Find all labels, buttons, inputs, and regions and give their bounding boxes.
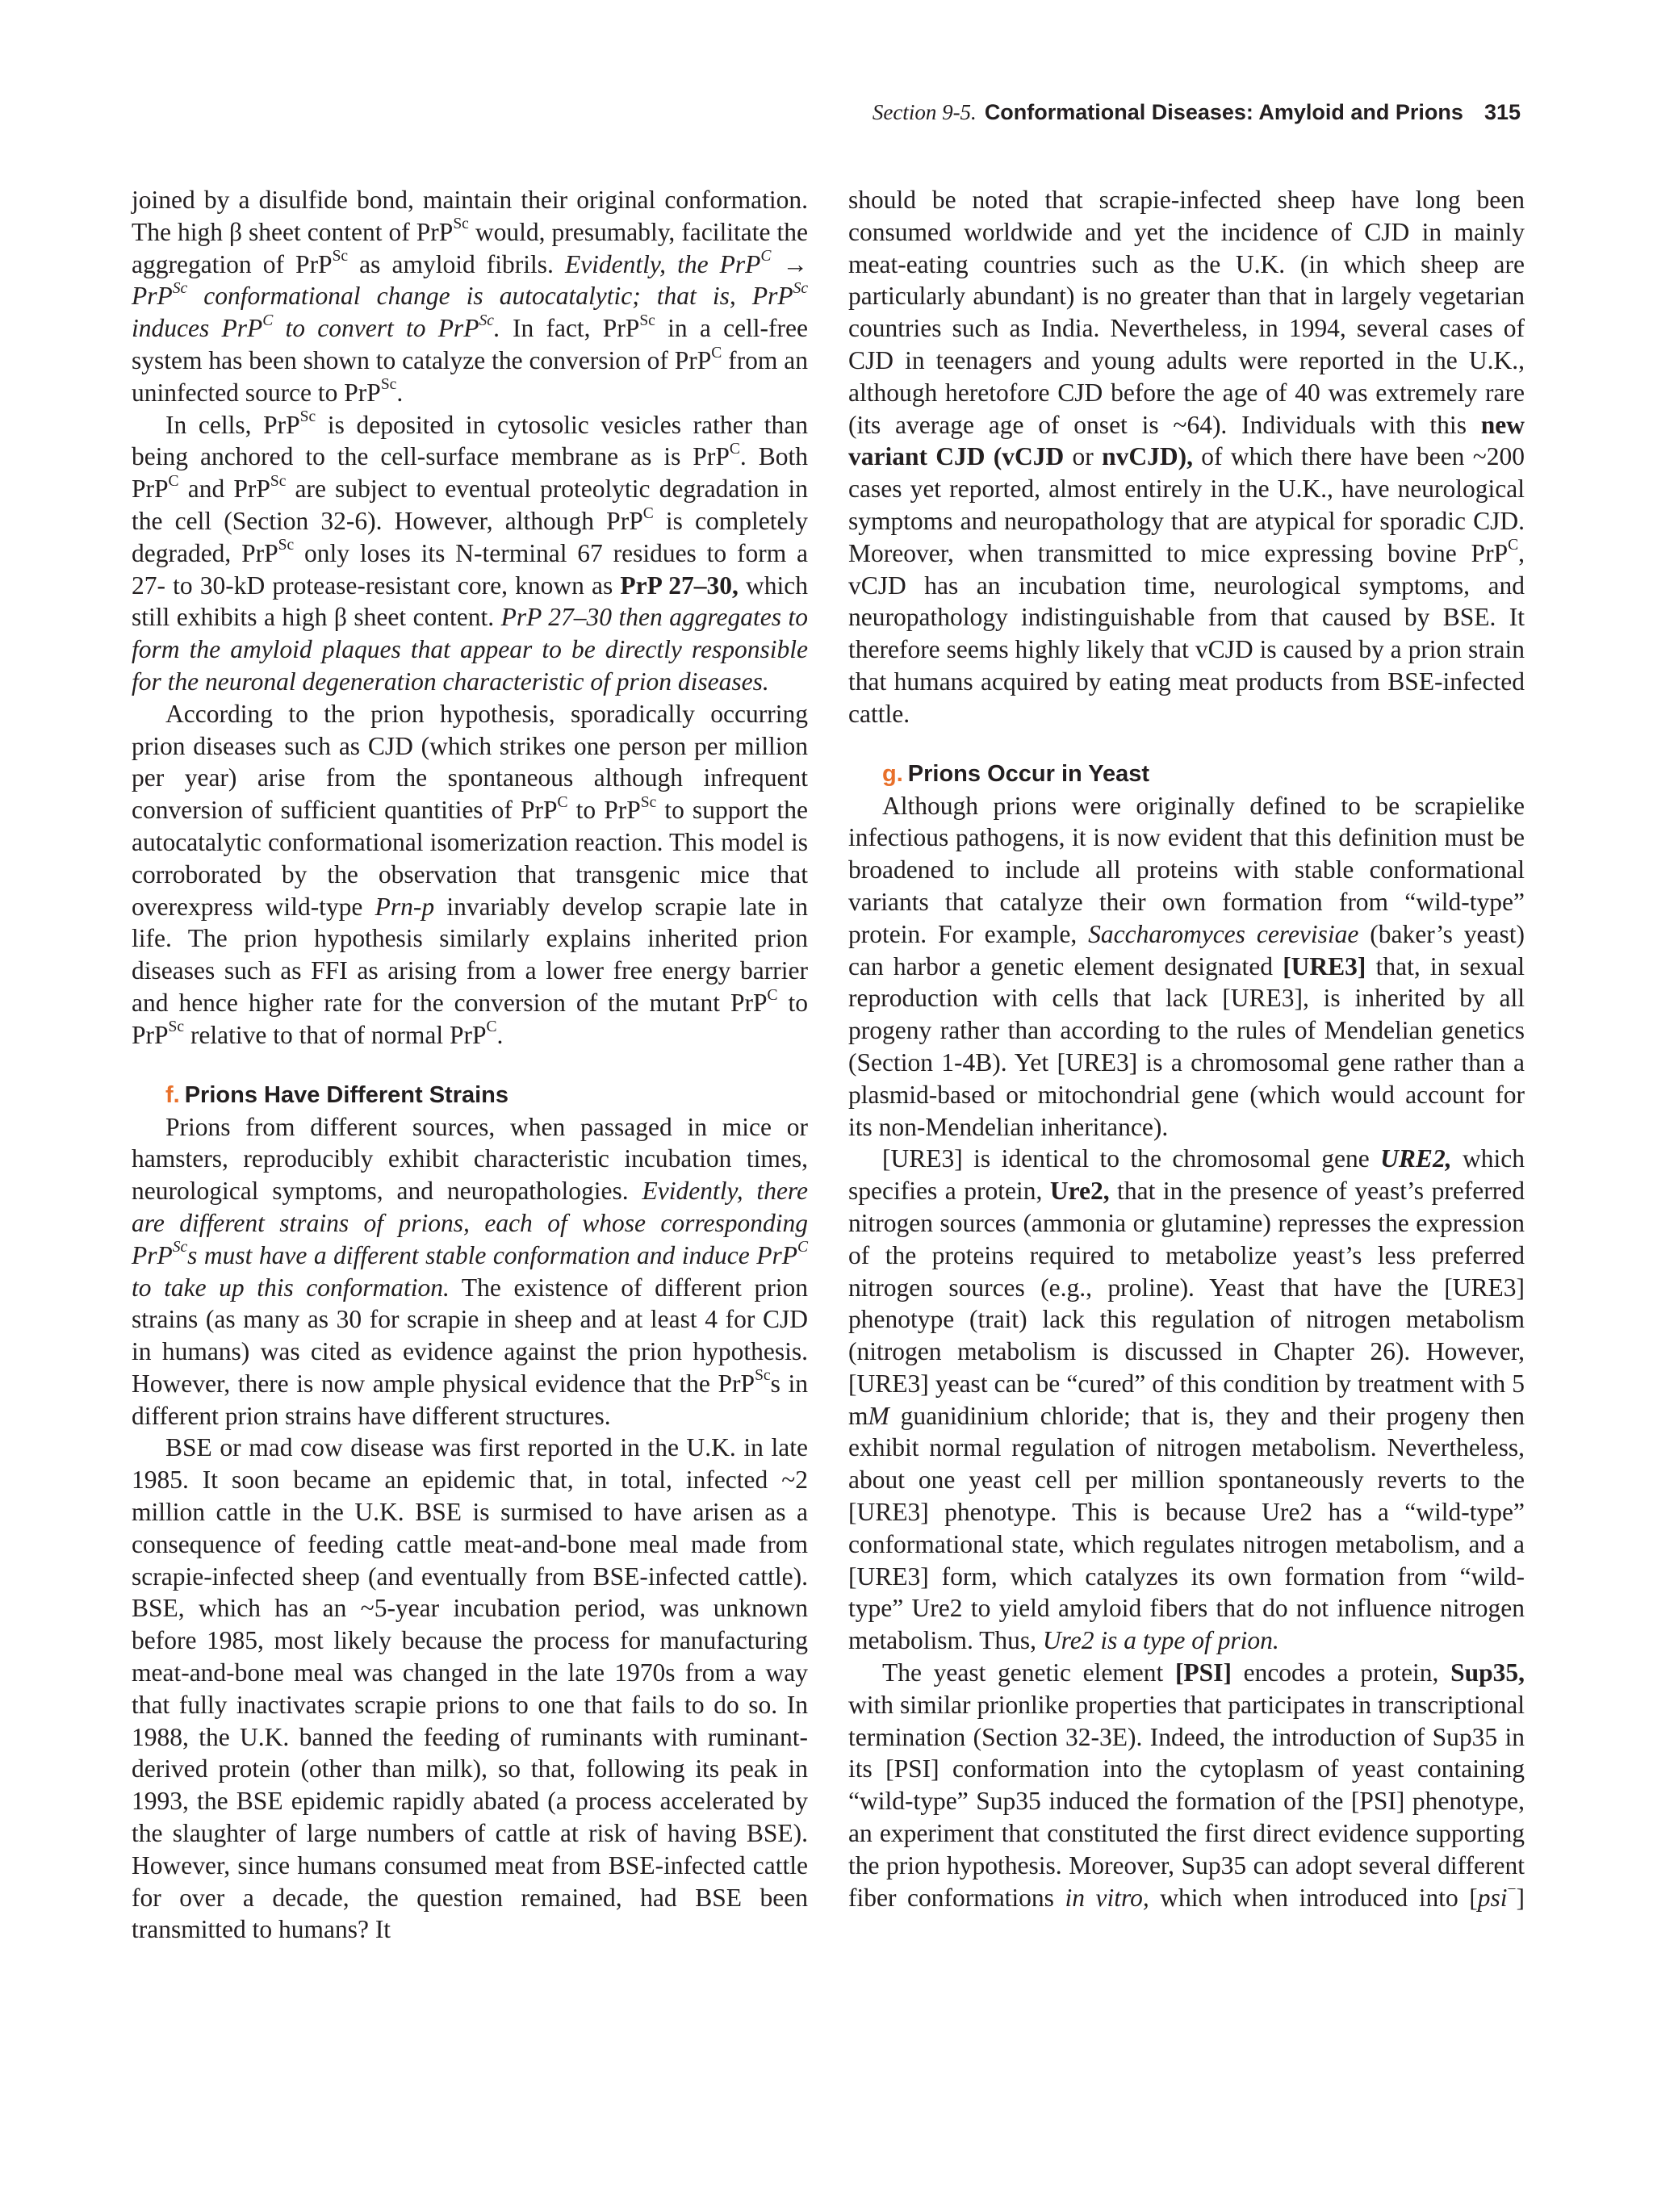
paragraph: In cells, PrP$^{Sc}$ is deposited in cytosolic vesicles rather than being anchored to the cell-surface membrane as is PrP$^C$. Both PrP$^C$ and PrP$^{Sc}$ are subject to eventual proteolytic degradation in the cell (Section 32-6). However, although PrP$^C$ is completely degraded, PrP$^{Sc}$ only loses its N-terminal 67 residues to form a 27- to 30-kD protease-resistant core, known as PrP 27–30, which still exhibits a high β sheet content. PrP 27–30 then aggregates to form the amyloid plaques that appear to be directly responsible for the neuronal degeneration characteristic of prion diseases. xyxy=(132,408,809,696)
paragraph: joined by a disulfide bond, maintain their original conformation. The high β sheet content of PrP$^{Sc}$ would, presumably, facilitate the aggregation of PrP$^{Sc}$ as amyloid fibrils. Evidently, the PrP$^C$ → PrP$^{Sc}$ conformational change is autocatalytic; that is, PrP$^{Sc}$ induces PrP$^C$ to convert to PrP$^{Sc}$. In fact, PrP$^{Sc}$ in a cell-free system has been shown to catalyze the conversion of PrP$^C$ from an uninfected source to PrP$^{Sc}$. xyxy=(132,186,808,407)
heading-title: Prions Occur in Yeast xyxy=(907,760,1150,787)
subsection-heading-g xyxy=(882,758,1525,790)
running-header xyxy=(873,100,1521,125)
heading-title: Prions Have Different Strains xyxy=(184,1081,509,1108)
heading-letter: f. xyxy=(165,1081,180,1108)
paragraph: should be noted that scrapie-infected sheep have long been consumed worldwide and yet the incidence of CJD in mainly meat-eating countries such as the U.K. (in which sheep are particularly abundant) is no greater than that in largely vegetarian countries such as India. Nevertheless, in 1994, several cases of CJD in teenagers and young adults were reported in the U.K., although heretofore CJD before the age of 40 was extremely rare (its average age of onset is ~64). Individuals with this new variant CJD (vCJD or nvCJD), of which there have been ~200 cases yet reported, almost entirely in the U.K., have neurological symptoms and neuropathology that are atypical for sporadic CJD. Moreover, when transmitted to mice expressing bovine PrP$^C$, vCJD has an incubation time, neurological symptoms, and neuropathology indistinguishable from that caused by BSE. It therefore seems highly likely that vCJD is caused by a prion strain that humans acquired by eating meat products from BSE-infected cattle. xyxy=(848,186,1525,728)
paragraph: According to the prion hypothesis, sporadically occurring prion diseases such as CJD (which strikes one person per million per year) arise from the spontaneous although infrequent conversion of sufficient quantities of PrP$^C$ to PrP$^{Sc}$ to support the autocatalytic conformational isomerization reaction. This model is corroborated by the observation that transgenic mice that overexpress wild-type Prn-p invariably develop scrapie late in life. The prion hypothesis similarly explains inherited prion diseases such as FFI as arising from a lower free energy barrier and hence higher rate for the conversion of the mutant PrP$^C$ to PrP$^{Sc}$ relative to that of normal PrP$^C$. xyxy=(132,699,808,1049)
page-number: 315 xyxy=(1484,100,1521,124)
paragraph: The yeast genetic element [PSI] encodes a protein, Sup35, with similar prionlike properties that participates in transcriptional termination (Section 32-3E). Indeed, the introduction of Sup35 in its [PSI] conformation into the cytoplasm of yeast containing “wild-type” Sup35 induced the formation of the [PSI] phenotype, an experiment that constituted the first direct evidence supporting the prion hypothesis. Moreover, Sup35 can adopt several different fiber conformations in vitro, which when introduced into [psi−] xyxy=(848,1658,1525,1912)
heading-letter: g. xyxy=(882,760,903,787)
subsection-heading-f xyxy=(165,1079,808,1111)
right-column xyxy=(848,184,1525,1913)
paragraph: BSE or mad cow disease was first reported in the U.K. in late 1985. It soon became an epidemic that, in total, infected ~2 million cattle in the U.K. BSE is surmised to have arisen as a consequence of feeding cattle meat-and-bone meal made from scrapie-infected sheep (and eventually from BSE-infected cattle). BSE, which has an ~5-year incubation period, was unknown before 1985, most likely because the process for manufacturing meat-and-bone meal was changed in the late 1970s from a way that fully inactivates scrapie prions to one that fails to do so. In 1988, the U.K. banned the feeding of ruminants with ruminant-derived protein (other than milk), so that, following its peak in 1993, the BSE epidemic rapidly abated (a process accelerated by the slaughter of large numbers of cattle at risk of having BSE). However, since humans consumed meat from BSE-infected cattle for over a decade, the question remained, had BSE been transmitted to humans? It xyxy=(132,1433,808,1944)
paragraph: [URE3] is identical to the chromosomal gene URE2, which specifies a protein, Ure2, that in the presence of yeast’s preferred nitrogen sources (ammonia or glutamine) represses the expression of the proteins required to metabolize yeast’s less preferred nitrogen sources (e.g., proline). Yeast that have the [URE3] phenotype (trait) lack this regulation of nitrogen metabolism (nitrogen metabolism is discussed in Chapter 26). However, [URE3] yeast can be “cured” of this condition by treatment with 5 mM guanidinium chloride; that is, they and their progeny then exhibit normal regulation of nitrogen metabolism. Nevertheless, about one yeast cell per million spontaneously reverts to the [URE3] phenotype. This is because Ure2 has a “wild-type” conformational state, which regulates nitrogen metabolism, and a [URE3] form, which catalyzes its own formation from “wild-type” Ure2 to yield amyloid fibers that do not influence nitrogen metabolism. Thus, Ure2 is a type of prion. xyxy=(848,1144,1525,1655)
section-title: Conformational Diseases: Amyloid and Prions xyxy=(984,100,1463,124)
paragraph: Prions from different sources, when passaged in mice or hamsters, reproducibly exhibit characteristic incubation times, neurological symptoms, and neuropathologies. Evidently, there are different strains of prions, each of whose corresponding PrP$^{Sc}$s must have a different stable conformation and induce PrP$^C$ to take up this conformation. The existence of different prion strains (as many as 30 for scrapie in sheep and at least 4 for CJD in humans) was cited as evidence against the prion hypothesis. However, there is now ample physical evidence that the PrP$^{Sc}$s in different prion strains have different structures. xyxy=(132,1112,809,1430)
paragraph: Although prions were originally defined to be scrapielike infectious pathogens, it is now evident that this definition must be broadened to include all proteins with stable conformational variants that catalyze their own formation from “wild-type” protein. For example, Saccharomyces cerevisiae (baker’s yeast) can harbor a genetic element designated [URE3] that, in sexual reproduction with cells that lack [URE3], is inherited by all progeny rather than according to the rules of Mendelian genetics (Section 1-4B). Yet [URE3] is a chromosomal gene rather than a plasmid-based or mitochondrial gene (which would account for its non-Mendelian inheritance). xyxy=(848,791,1525,1141)
section-number: Section 9-5. xyxy=(872,100,977,124)
left-column xyxy=(132,184,808,1946)
